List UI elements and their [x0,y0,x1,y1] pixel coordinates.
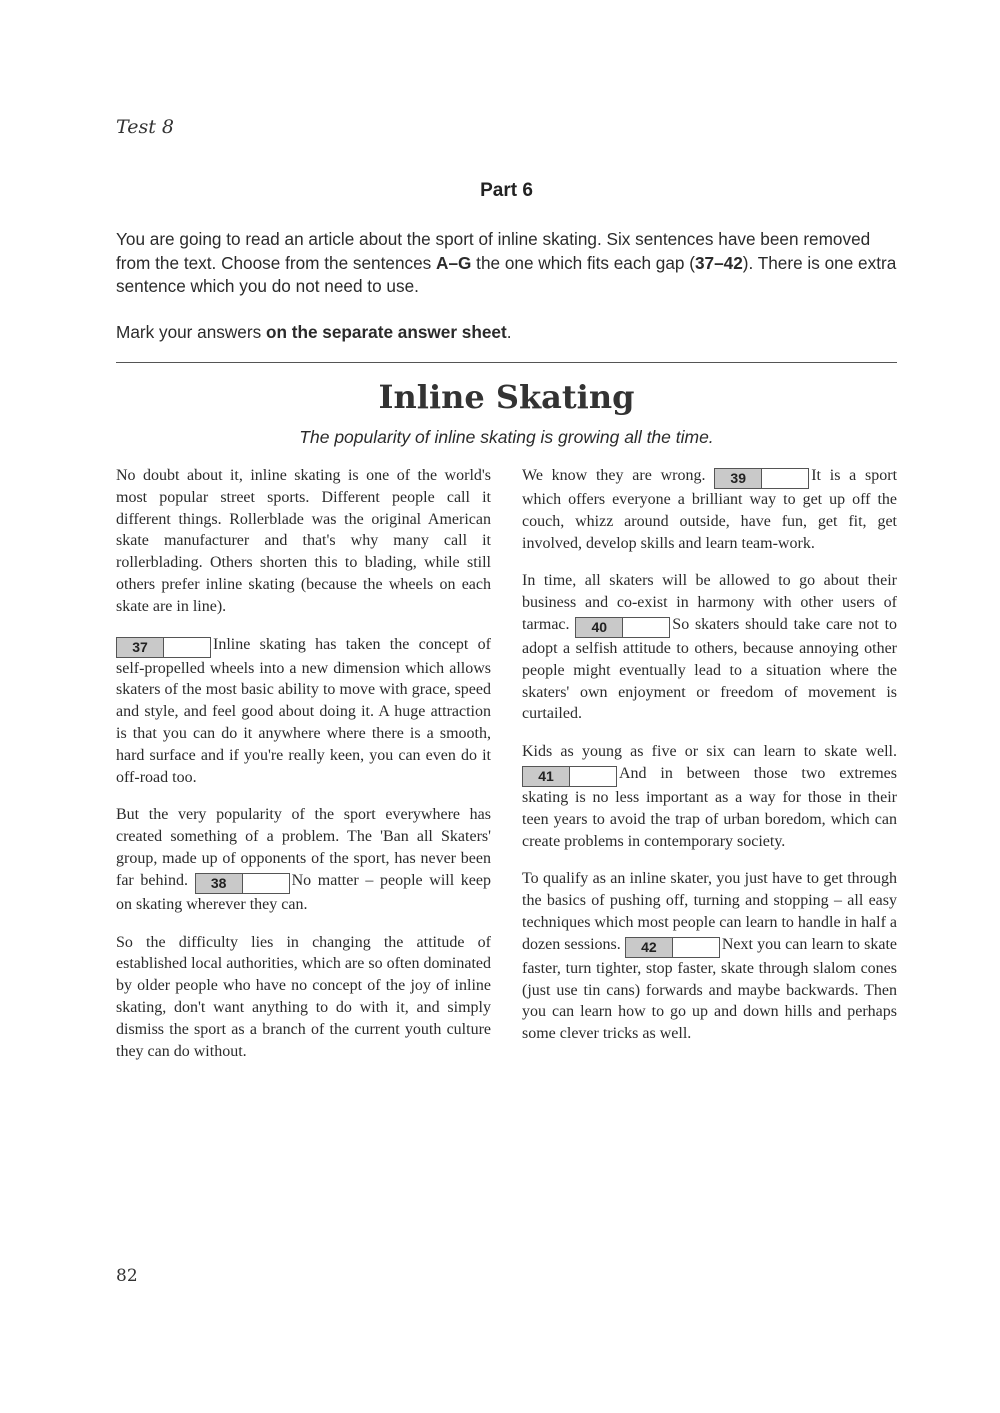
paragraph: So the difficulty lies in changing the attitude of established local authorities, which are so often dominated by older people who have no concept of the joy of inline skating, don't want anything to do with it, and simply dismiss the sport as a branch of the current youth culture they can do without. [116,933,491,1060]
instructions-options-range: A–G [436,252,472,273]
gap-answer-box[interactable] [623,618,669,637]
gap-answer-box[interactable] [673,938,719,957]
instructions-text: ). There is one extra sentence which you do not need to use. [116,252,897,296]
gap-42[interactable] [625,937,720,958]
paragraph: Kids as young as five or six can learn to skate well. 41 And in between those two extremes skating is no less important as a way for those in their teen years to avoid the trap of urban boredom, which can create problems in contemporary society. [522,743,897,850]
gap-number: 41 [523,767,570,786]
article-left-column [116,465,491,1078]
gap-number: 38 [196,874,243,893]
gap-answer-box[interactable] [762,469,808,488]
mark-answers-instruction: Mark your answers on the separate answer sheet. [116,322,512,342]
divider [116,362,897,363]
gap-number: 37 [117,638,164,657]
gap-number: 39 [715,469,762,488]
article-title: Inline Skating [378,378,635,416]
paragraph: In time, all skaters will be allowed to go about their business and co-exist in harmony with other users of tarmac. 40 So skaters should take care not to adopt a selfish attitude to others, because annoying other people might eventually lead to a situation where the skaters' own enjoyment or freedom of movement is curtailed. [522,572,898,723]
part-title: Part 6 [480,180,533,201]
gap-number: 40 [576,618,623,637]
gap-39[interactable] [714,468,809,489]
paragraph: To qualify as an inline skater, you just have to get through the basics of pushing off, turning and stopping – all easy techniques which most people can learn to handle in half a dozen sessions. 42 Next you can learn to skate faster, turn tighter, stop faster, skate through slalom cones (just use tin cans) forwards and maybe backwards. Then you can learn how to go up and down hills and perhaps some clever tricks as well. [522,870,898,1043]
paragraph: We know they are wrong. 39 It is a sport which offers everyone a brilliant way to get up off the couch, whizz around outside, have fun, get fit, get involved, develop skills and learn team-work. [522,467,898,552]
instructions [116,228,906,299]
gap-answer-box[interactable] [570,767,616,786]
paragraph: No doubt about it, inline skating is one of the world's most popular street sports. Different people call it different things. Rollerblade was the original American skate manufacturer and that's why many call it rollerblading. Others shorten this to blading, while still others prefer inline skating (because the wheels on each skate are in line). [116,467,491,615]
gap-38[interactable] [195,873,290,894]
test-label: Test 8 [116,116,174,138]
paragraph: 37 Inline skating has taken the concept of self-propelled wheels into a new dimension which allows skaters of the most basic ability to move with grace, speed and style, and feel good about doing it. A huge attraction is that you can do it anywhere where there is a smooth, hard surface and if you're really keen, you can even do it off-road too. [116,635,491,786]
answer-sheet-emphasis: on the separate answer sheet [265,322,507,342]
gap-37[interactable] [116,637,211,658]
article-subtitle: The popularity of inline skating is growing all the time. [299,427,714,447]
gap-41[interactable] [522,766,617,787]
gap-answer-box[interactable] [243,874,289,893]
paragraph: But the very popularity of the sport everywhere has created something of a problem. The 'Ban all Skaters' group, made up of opponents of the sport, has never been far behind. 38 No matter – people will keep on skating wherever they can. [116,806,491,913]
page-number: 82 [116,1266,138,1286]
instructions-text: the one which fits each gap ( [471,252,695,273]
gap-answer-box[interactable] [164,638,210,657]
article-right-column [522,465,897,1061]
instructions-text: You are going to read an article about the sport of inline skating. Six sentences have been removed from the text. Choose from the sentences [116,229,871,273]
gap-number: 42 [626,938,673,957]
instructions-gap-range: 37–42 [694,252,743,273]
gap-40[interactable] [575,617,670,638]
